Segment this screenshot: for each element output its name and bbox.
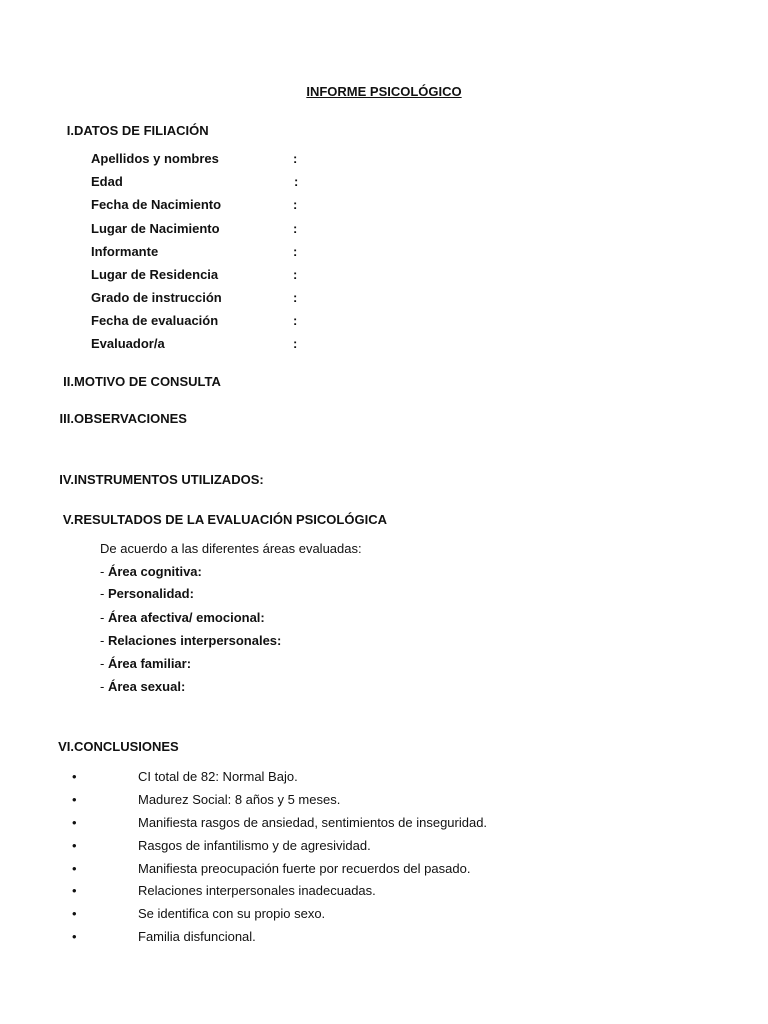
area-prefix: - bbox=[100, 679, 108, 694]
results-area bbox=[100, 656, 191, 671]
field-label-grado-instruccion: Grado de instrucción bbox=[91, 290, 222, 305]
section-number: II. bbox=[63, 374, 74, 389]
field-colon: : bbox=[294, 174, 299, 189]
section-number: I. bbox=[66, 123, 74, 138]
field-colon: : bbox=[293, 336, 298, 351]
results-intro: De acuerdo a las diferentes áreas evaluadas: bbox=[100, 541, 362, 556]
field-label-fecha-evaluacion: Fecha de evaluación bbox=[91, 313, 219, 328]
bullet-icon: • bbox=[72, 906, 77, 921]
bullet-icon: • bbox=[72, 861, 77, 876]
field-label-apellidos: Apellidos y nombres bbox=[91, 151, 219, 166]
conclusion-item: Relaciones interpersonales inadecuadas. bbox=[138, 883, 376, 898]
bullet-icon: • bbox=[72, 769, 77, 784]
field-colon: : bbox=[293, 151, 298, 166]
field-label-informante: Informante bbox=[91, 244, 159, 259]
section-number: V. bbox=[62, 512, 74, 527]
area-prefix: - bbox=[100, 656, 108, 671]
field-label-lugar-nacimiento: Lugar de Nacimiento bbox=[91, 221, 220, 236]
section-title: CONCLUSIONES bbox=[74, 739, 179, 754]
results-area bbox=[100, 679, 185, 694]
section-heading-filiacion bbox=[50, 123, 209, 138]
results-area bbox=[100, 586, 194, 601]
section-heading-instrumentos bbox=[50, 472, 264, 487]
field-label-fecha-nacimiento: Fecha de Nacimiento bbox=[91, 197, 222, 212]
conclusion-item: Manifiesta preocupación fuerte por recuerdos del pasado. bbox=[138, 861, 471, 876]
conclusion-item: Familia disfuncional. bbox=[138, 929, 256, 944]
field-label-edad: Edad bbox=[91, 174, 123, 189]
section-heading-observaciones bbox=[50, 411, 187, 426]
conclusion-item: Se identifica con su propio sexo. bbox=[138, 906, 326, 921]
results-area bbox=[100, 633, 281, 648]
area-prefix: - bbox=[100, 610, 108, 625]
results-area bbox=[100, 610, 265, 625]
area-label: Área sexual: bbox=[107, 679, 186, 694]
bullet-icon: • bbox=[72, 883, 77, 898]
field-colon: : bbox=[293, 244, 298, 259]
conclusion-item: Rasgos de infantilismo y de agresividad. bbox=[138, 838, 371, 853]
bullet-icon: • bbox=[72, 838, 77, 853]
section-title: INSTRUMENTOS UTILIZADOS: bbox=[74, 472, 264, 487]
section-title: OBSERVACIONES bbox=[74, 411, 187, 426]
document-title: INFORME PSICOLÓGICO bbox=[306, 84, 462, 99]
area-label: Relaciones interpersonales: bbox=[107, 633, 282, 648]
field-colon: : bbox=[293, 313, 298, 328]
field-label-evaluador: Evaluador/a bbox=[91, 336, 165, 351]
bullet-icon: • bbox=[72, 815, 77, 830]
conclusion-item: Madurez Social: 8 años y 5 meses. bbox=[138, 792, 341, 807]
section-heading-resultados bbox=[50, 512, 387, 527]
section-heading-motivo bbox=[50, 374, 221, 389]
section-heading-conclusiones bbox=[50, 739, 179, 754]
section-number: IV. bbox=[59, 472, 74, 487]
area-label: Área afectiva/ emocional: bbox=[107, 610, 265, 625]
section-number: III. bbox=[59, 411, 74, 426]
field-label-lugar-residencia: Lugar de Residencia bbox=[91, 267, 219, 282]
bullet-icon: • bbox=[72, 792, 77, 807]
field-colon: : bbox=[293, 290, 298, 305]
field-colon: : bbox=[293, 197, 298, 212]
area-prefix: - bbox=[100, 586, 108, 601]
area-prefix: - bbox=[100, 633, 108, 648]
section-title: DATOS DE FILIACIÓN bbox=[74, 123, 209, 138]
section-number: VI. bbox=[58, 739, 74, 754]
bullet-icon: • bbox=[72, 929, 77, 944]
area-label: Área familiar: bbox=[107, 656, 192, 671]
field-colon: : bbox=[293, 221, 298, 236]
area-prefix: - bbox=[100, 564, 108, 579]
conclusion-item: Manifiesta rasgos de ansiedad, sentimientos de inseguridad. bbox=[138, 815, 488, 830]
field-colon: : bbox=[293, 267, 298, 282]
section-title: RESULTADOS DE LA EVALUACIÓN PSICOLÓGICA bbox=[74, 512, 387, 527]
section-title: MOTIVO DE CONSULTA bbox=[74, 374, 221, 389]
conclusion-item: CI total de 82: Normal Bajo. bbox=[138, 769, 298, 784]
area-label: Área cognitiva: bbox=[107, 564, 202, 579]
results-area bbox=[100, 564, 202, 579]
area-label: Personalidad: bbox=[107, 586, 194, 601]
